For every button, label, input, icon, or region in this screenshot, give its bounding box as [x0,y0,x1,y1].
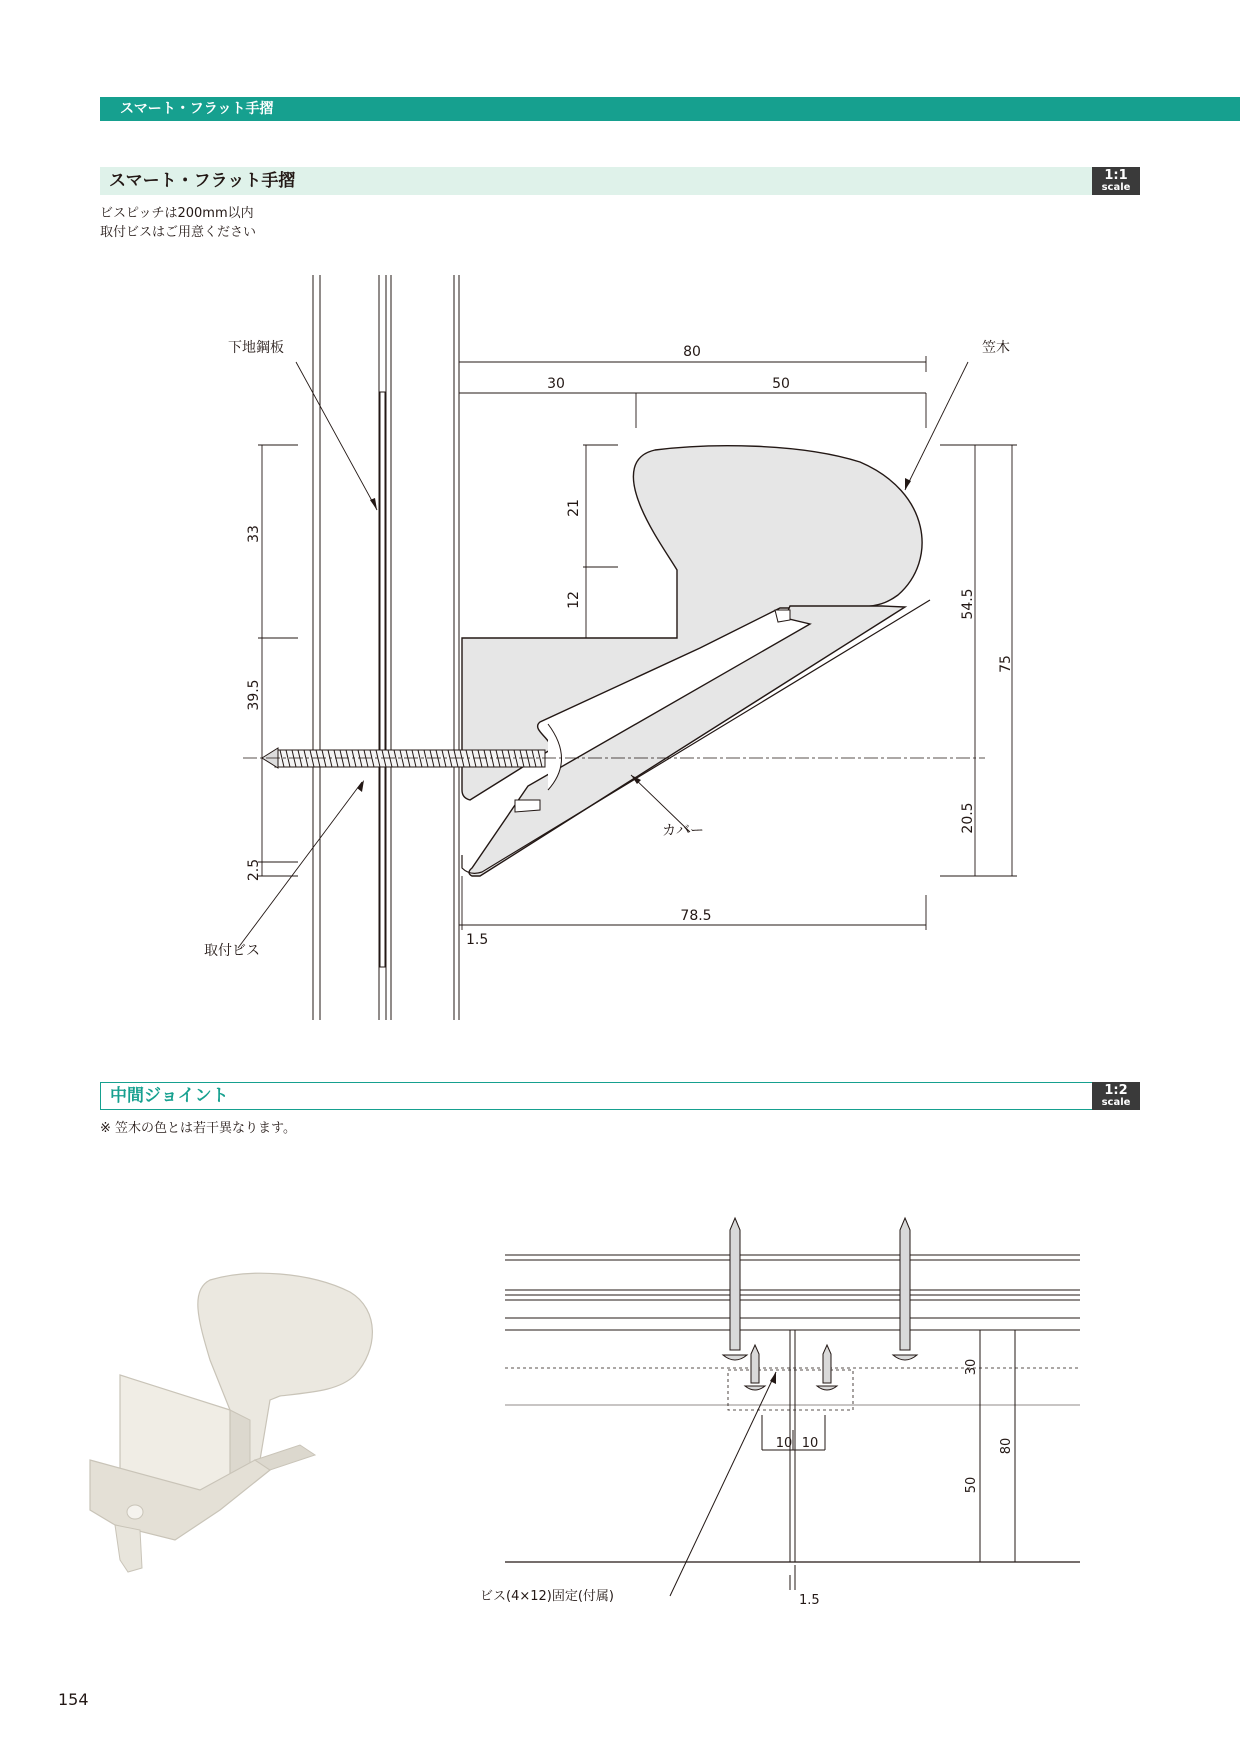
label-steel-plate: 下地鋼板 [228,340,284,356]
scale-word: scale [1101,182,1131,193]
scale-badge [1092,1082,1140,1110]
dim-54-5: 54.5 [960,588,976,620]
note-line: ※ 笠木の色とは若干異なります。 [100,1121,296,1136]
scale-ratio: 1:2 [1104,1083,1128,1098]
dim-20-5: 20.5 [960,802,976,834]
scale-word: scale [1101,1097,1131,1108]
dim-10-right: 10 [801,1436,819,1451]
long-screw [723,1218,917,1360]
scale-ratio: 1:1 [1104,168,1128,183]
dim-33: 33 [246,525,262,543]
dim-10-left: 10 [775,1436,793,1451]
dim-50: 50 [964,1476,979,1494]
joint-product-image [80,1260,420,1580]
note-line: ビスピッチは200mm以内 [100,206,254,221]
section-title: 中間ジョイント [110,1086,229,1106]
dim-12: 12 [566,591,582,609]
page-number: 154 [58,1690,89,1709]
note-line: 取付ビスはご用意ください [100,225,257,240]
short-screw [745,1345,837,1390]
dim-21: 21 [566,499,582,517]
label-cover: カバー [662,823,704,839]
dim-1-5: 1.5 [799,1593,820,1608]
header-band-title: スマート・フラット手摺 [120,101,274,117]
dim-75: 75 [998,655,1014,673]
dim-39-5: 39.5 [246,679,262,711]
section-title-bar [100,1082,1140,1110]
label-screw-4x12: ビス(4×12)固定(付属) [480,1589,614,1604]
dim-50: 50 [772,376,790,392]
dim-30: 30 [547,376,565,392]
label-rail: 笠木 [982,340,1010,356]
dim-80: 80 [683,344,701,360]
dim-2-5: 2.5 [246,858,262,882]
dim-78-5: 78.5 [680,908,712,924]
joint-elevation-drawing [480,1210,1100,1630]
dim-1-5: 1.5 [466,932,489,948]
label-screw: 取付ビス [204,943,260,959]
dim-30: 30 [964,1358,979,1376]
dim-80: 80 [999,1437,1014,1455]
section-title: スマート・フラット手摺 [109,171,296,191]
